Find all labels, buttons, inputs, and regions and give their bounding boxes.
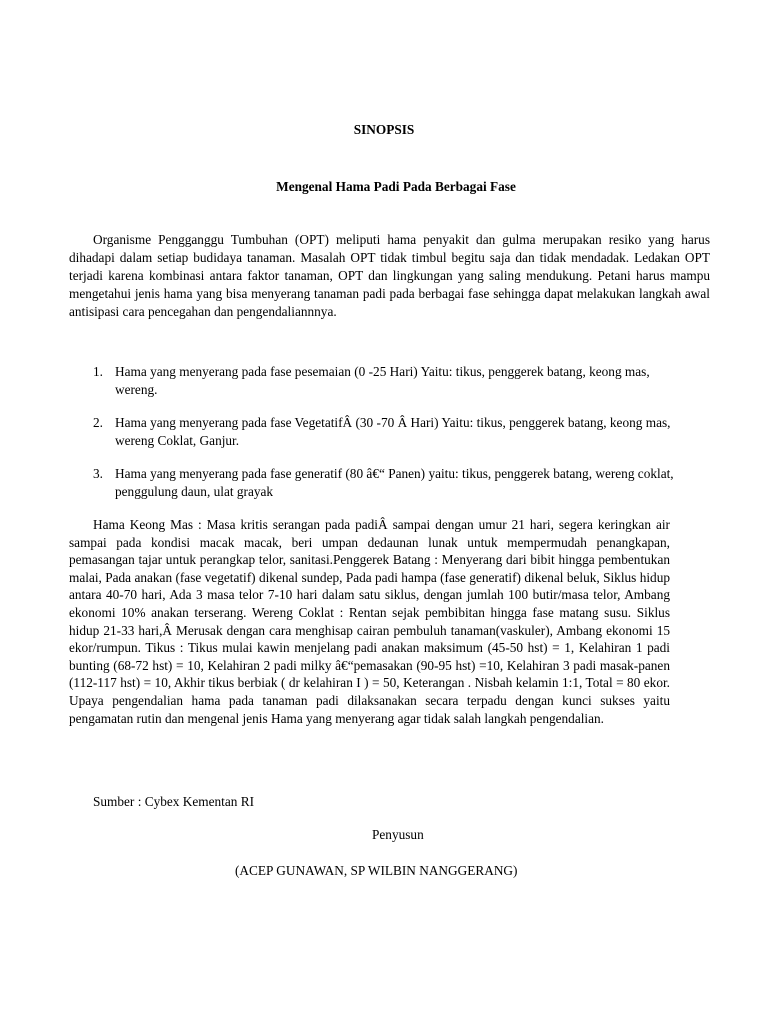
document-title: SINOPSIS xyxy=(353,122,415,137)
list-number: 1. xyxy=(93,364,103,379)
pest-list-item-1 xyxy=(93,363,683,399)
author-label: Penyusun xyxy=(372,827,424,842)
pest-list-item-3 xyxy=(93,465,683,501)
list-number: 2. xyxy=(93,415,103,430)
body-paragraph: Hama Keong Mas : Masa kritis serangan pada padiÂ sampai dengan umur 21 hari, segera keringkan air sampai pada kondisi macak macak, beri umpan dedaunan lunak untuk mempermudah penangkapan, pemasangan tajar untuk perangkap telor, sanitasi.Penggerek Batang : Menyerang dari bibit hingga pembentukan malai, Pada anakan (fase vegetatif) dikenal sundep, Pada padi hampa (fase generatif) dikenal beluk, Siklus hidup antara 40-70 hari, Ada 3 masa telor 7-10 hari dalam satu siklus, dengan jumlah 100 butir/masa telor, Ambang ekonomi 10% anakan terserang. Wereng Coklat : Rentan sejak pembibitan hingga fase matang susu. Siklus hidup 21-33 hari,Â Merusak dengan cara menghisap cairan pembuluh tanaman(vaskuler), Ambang ekonomi 15 ekor/rumpun. Tikus : Tikus mulai kawin menjelang padi anakan maksimum (45-50 hst) = 1, Kelahiran 1 padi bunting (68-72 hst) = 10, Kelahiran 2 padi milky â€“pemasakan (90-95 hst) =10, Kelahiran 3 padi masak-panen (112-117 hst) = 10, Akhir tikus berbiak ( dr kelahiran I ) = 50, Keterangan . Nisbah kelamin 1:1, Total = 80 ekor. Upaya pengendalian hama pada tanaman padi dilaksanakan secara terpadu dengan kunci sukses yaitu pengamatan rutin dan mengenal jenis Hama yang menyerang agar tidak salah langkah pengendalian. xyxy=(69,517,670,726)
list-item-text: Hama yang menyerang pada fase generatif (80 â€“ Panen) yaitu: tikus, penggerek batang, wereng coklat, penggulung daun, ulat grayak xyxy=(115,466,674,499)
author-name: (ACEP GUNAWAN, SP WILBIN NANGGERANG) xyxy=(235,863,518,878)
list-item-text: Hama yang menyerang pada fase VegetatifÂ (30 -70 Â Hari) Yaitu: tikus, penggerek batang, keong mas, wereng Coklat, Ganjur. xyxy=(115,415,671,448)
list-number: 3. xyxy=(93,466,103,481)
intro-paragraph: Organisme Pengganggu Tumbuhan (OPT) meliputi hama penyakit dan gulma merupakan resiko yang harus dihadapi dalam setiap budidaya tanaman. Masalah OPT tidak timbul begitu saja dan tidak mendadak. Ledakan OPT terjadi karena kombinasi antara faktor tanaman, OPT dan lingkungan yang saling mendukung. Petani harus mampu mengetahui jenis hama yang bisa menyerang tanaman padi pada berbagai fase sehingga dapat melakukan langkah awal antisipasi cara pencegahan dan pengendaliannnya. xyxy=(69,232,710,319)
list-item-text: Hama yang menyerang pada fase pesemaian (0 -25 Hari) Yaitu: tikus, penggerek batang, keong mas, wereng. xyxy=(115,364,650,397)
pest-list-item-2 xyxy=(93,414,683,450)
document-subtitle: Mengenal Hama Padi Pada Berbagai Fase xyxy=(276,179,516,194)
source-line: Sumber : Cybex Kementan RI xyxy=(93,794,255,809)
